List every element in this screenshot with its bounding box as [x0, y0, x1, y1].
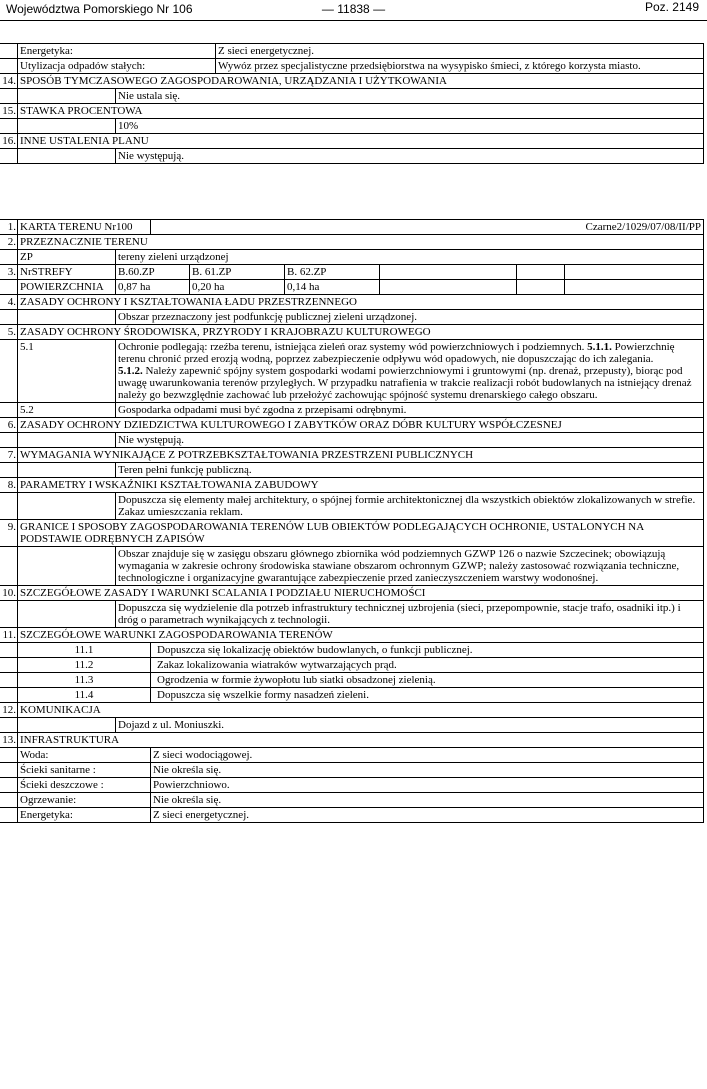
- purpose-code: ZP: [18, 250, 116, 265]
- section-heading-row: [0, 104, 704, 119]
- section-heading-row: [0, 703, 704, 718]
- journal-title: Województwa Pomorskiego Nr 106: [6, 2, 193, 16]
- section-heading-row: [0, 586, 704, 601]
- utility-row: [0, 778, 704, 793]
- zones-label: NrSTREFY: [18, 265, 116, 280]
- area-cell: 0,14 ha: [285, 280, 380, 295]
- section-content-row: [0, 463, 704, 478]
- utility-row: [0, 44, 704, 59]
- text-run: Należy zapewnić spójny system gospodarki wodami powierzchniowymi i gruntowymi (np. drenaż, przepusty), biorąc pod uwagę uwarunkowania terenów przyległych. W przypadku natrafienia w trakcie realizacji robót budowlanych na istniejący drenaż należy go bezwzględnie zachować lub przełożyć zachowując spójność systemu drenarskiego całego obszaru.: [118, 365, 692, 401]
- section-content-row: [0, 119, 704, 134]
- section-text: Nie występują.: [116, 433, 704, 448]
- section-number: 3.: [0, 265, 18, 280]
- section-content-row: [0, 433, 704, 448]
- section-text: Nie ustala się.: [116, 89, 704, 104]
- section-content-row: [0, 718, 704, 733]
- section-text: [116, 340, 704, 403]
- condition-row: [0, 658, 704, 673]
- section-title: INFRASTRUKTURA: [18, 733, 704, 748]
- empty-cell: [517, 280, 565, 295]
- item-id: 11.3: [18, 673, 151, 688]
- card-title: KARTA TERENU Nr100: [18, 220, 151, 235]
- section-number: 6.: [0, 418, 18, 433]
- condition-row: [0, 673, 704, 688]
- section-heading-row: [0, 235, 704, 250]
- section-heading-row: [0, 325, 704, 340]
- section-content-row: [0, 340, 704, 403]
- section-content-row: [0, 493, 704, 520]
- section-content-row: [0, 601, 704, 628]
- section-heading-row: [0, 478, 704, 493]
- empty-cell: [565, 280, 704, 295]
- utility-label: Energetyka:: [18, 808, 151, 823]
- section-text: Gospodarka odpadami musi być zgodna z przepisami odrębnymi.: [116, 403, 704, 418]
- zone-cell: B. 61.ZP: [190, 265, 285, 280]
- section-heading-row: [0, 295, 704, 310]
- section-number: 1.: [0, 220, 18, 235]
- position-number: Poz. 2149: [644, 0, 699, 14]
- utility-row: [0, 808, 704, 823]
- utility-row: [0, 748, 704, 763]
- section-text: Dopuszcza się lokalizację obiektów budowlanych, o funkcji publicznej.: [151, 643, 704, 658]
- empty-cell: [380, 265, 517, 280]
- section-content-row: [0, 310, 704, 325]
- utility-value: Nie określa się.: [151, 793, 704, 808]
- zone-cell: B. 62.ZP: [285, 265, 380, 280]
- section-number: 11.: [0, 628, 18, 643]
- section-heading-row: [0, 733, 704, 748]
- section-number: 9.: [0, 520, 18, 547]
- section-text: Zakaz lokalizowania wiatraków wytwarzających prąd.: [151, 658, 704, 673]
- areas-label: POWIERZCHNIA: [18, 280, 116, 295]
- utility-label: Energetyka:: [18, 44, 216, 59]
- section-number: 5.: [0, 325, 18, 340]
- section-title: WYMAGANIA WYNIKAJĄCE Z POTRZEBKSZTAŁTOWANIA PRZESTRZENI PUBLICZNYCH: [18, 448, 704, 463]
- purpose-row: [0, 250, 704, 265]
- section-title: SZCZEGÓŁOWE WARUNKI ZAGOSPODAROWANIA TERENÓW: [18, 628, 704, 643]
- area-cell: 0,87 ha: [116, 280, 190, 295]
- area-cell: 0,20 ha: [190, 280, 285, 295]
- page-header: [0, 0, 707, 20]
- section-text: Obszar znajduje się w zasięgu obszaru głównego zbiornika wód podziemnych GZWP 126 o nazwie Szczecinek; obowiązują wymagania w zakresie ochrony środowiska stawiane obszarom ochronnym GZWP; należy zastosować rozwiązania techniczne, technologiczne i organizacyjne gwarantujące zabezpieczenie przed zanieczyszczeniem warstwy wodonośnej.: [116, 547, 704, 586]
- section-title: ZASADY OCHRONY I KSZTAŁTOWANIA ŁADU PRZESTRZENNEGO: [18, 295, 704, 310]
- condition-row: [0, 688, 704, 703]
- section-text: Dopuszcza się wszelkie formy nasadzeń zieleni.: [151, 688, 704, 703]
- utility-label: Ścieki sanitarne :: [18, 763, 151, 778]
- zone-cell: B.60.ZP: [116, 265, 190, 280]
- item-id: 11.2: [18, 658, 151, 673]
- section-title: ZASADY OCHRONY DZIEDZICTWA KULTUROWEGO I ZABYTKÓW ORAZ DÓBR KULTURY WSPÓŁCZESNEJ: [18, 418, 704, 433]
- header-rule: [0, 20, 707, 21]
- section-title: KOMUNIKACJA: [18, 703, 704, 718]
- utility-label: Utylizacja odpadów stałych:: [18, 59, 216, 74]
- empty-cell: [380, 280, 517, 295]
- utility-value: Z sieci energetycznej.: [151, 808, 704, 823]
- site-card-table: [0, 219, 703, 823]
- section-number: 4.: [0, 295, 18, 310]
- card-reference: Czarne2/1029/07/08/II/PP: [151, 220, 704, 235]
- condition-row: [0, 643, 704, 658]
- section-heading-row: [0, 418, 704, 433]
- item-id: 11.1: [18, 643, 151, 658]
- section-number: 16.: [0, 134, 18, 149]
- section-title: SPOSÓB TYMCZASOWEGO ZAGOSPODAROWANIA, URZĄDZANIA I UŻYTKOWANIA: [18, 74, 704, 89]
- row-number-cell: [0, 59, 18, 74]
- item-id: 11.4: [18, 688, 151, 703]
- section-heading-row: [0, 448, 704, 463]
- section-text: Dopuszcza się wydzielenie dla potrzeb infrastruktury technicznej uzbrojenia (sieci, przepompownie, stacje trafo, osadniki itp.) i dróg o parametrach wynikających z technologii.: [116, 601, 704, 628]
- utility-label: Ścieki deszczowe :: [18, 778, 151, 793]
- previous-card-table: [0, 43, 703, 164]
- areas-row: [0, 280, 704, 295]
- section-text: Teren pełni funkcję publiczną.: [116, 463, 704, 478]
- card-title-row: [0, 220, 704, 235]
- section-number: 12.: [0, 703, 18, 718]
- section-title: INNE USTALENIA PLANU: [18, 134, 704, 149]
- section-title: ZASADY OCHRONY ŚRODOWISKA, PRZYRODY I KRAJOBRAZU KULTUROWEGO: [18, 325, 704, 340]
- zones-row: [0, 265, 704, 280]
- section-title: SZCZEGÓŁOWE ZASADY I WARUNKI SCALANIA I PODZIAŁU NIERUCHOMOŚCI: [18, 586, 704, 601]
- section-number: 7.: [0, 448, 18, 463]
- section-content-row: [0, 403, 704, 418]
- row-number-cell: [0, 44, 18, 59]
- utility-value: Z sieci wodociągowej.: [151, 748, 704, 763]
- section-text: 10%: [116, 119, 704, 134]
- utility-label: Ogrzewanie:: [18, 793, 151, 808]
- section-text: Dojazd z ul. Moniuszki.: [116, 718, 704, 733]
- text-run: Ochronie podlegają: rzeźba terenu, istniejąca zieleń oraz systemy wód powierzchniowych i podziemnych.: [118, 341, 588, 353]
- section-number: 14.: [0, 74, 18, 89]
- section-title: GRANICE I SPOSOBY ZAGOSPODAROWANIA TERENÓW LUB OBIEKTÓW PODLEGAJĄCYCH OCHRONIE, USTALONYCH NA PODSTAWIE ODRĘBNYCH ZAPISÓW: [18, 520, 704, 547]
- section-text: Dopuszcza się elementy małej architektury, o spójnej formie architektonicznej dla wszystkich obiektów zlokalizowanych w strefie. Zakaz umieszczania reklam.: [116, 493, 704, 520]
- section-number: 10.: [0, 586, 18, 601]
- page-number: — 11838 —: [321, 2, 386, 16]
- section-number: 15.: [0, 104, 18, 119]
- utility-row: [0, 793, 704, 808]
- section-number: 13.: [0, 733, 18, 748]
- utility-value: Wywóz przez specjalistyczne przedsiębiorstwa na wysypisko śmieci, z którego korzysta miasto.: [216, 59, 704, 74]
- empty-cell: [517, 265, 565, 280]
- utility-value: Nie określa się.: [151, 763, 704, 778]
- section-content-row: [0, 547, 704, 586]
- item-id: 5.1: [18, 340, 116, 403]
- section-title: STAWKA PROCENTOWA: [18, 104, 704, 119]
- item-id: 5.2: [18, 403, 116, 418]
- section-text: Ogrodzenia w formie żywopłotu lub siatki obsadzonej zielenią.: [151, 673, 704, 688]
- section-number: 8.: [0, 478, 18, 493]
- section-content-row: [0, 89, 704, 104]
- section-text: Nie występują.: [116, 149, 704, 164]
- section-heading-row: [0, 628, 704, 643]
- utility-value: Z sieci energetycznej.: [216, 44, 704, 59]
- section-text: Obszar przeznaczony jest podfunkcję publicznej zieleni urządzonej.: [116, 310, 704, 325]
- text-run: Powierzchnię terenu chronić przed erozją wodną, poprzez zabezpieczenie odpływu wód opadowych, nie dopuszczając do ich zalegania.: [118, 341, 675, 365]
- utility-label: Woda:: [18, 748, 151, 763]
- empty-cell: [565, 265, 704, 280]
- utility-value: Powierzchniowo.: [151, 778, 704, 793]
- utility-row: [0, 59, 704, 74]
- section-number: 2.: [0, 235, 18, 250]
- section-title: PRZEZNACZNIE TERENU: [18, 235, 704, 250]
- purpose-description: tereny zieleni urządzonej: [116, 250, 704, 265]
- bold-marker: 5.1.2.: [118, 365, 143, 377]
- bold-marker: 5.1.1.: [587, 341, 612, 353]
- section-heading-row: [0, 520, 704, 547]
- section-content-row: [0, 149, 704, 164]
- utility-row: [0, 763, 704, 778]
- section-title: PARAMETRY I WSKAŹNIKI KSZTAŁTOWANIA ZABUDOWY: [18, 478, 704, 493]
- section-heading-row: [0, 134, 704, 149]
- section-heading-row: [0, 74, 704, 89]
